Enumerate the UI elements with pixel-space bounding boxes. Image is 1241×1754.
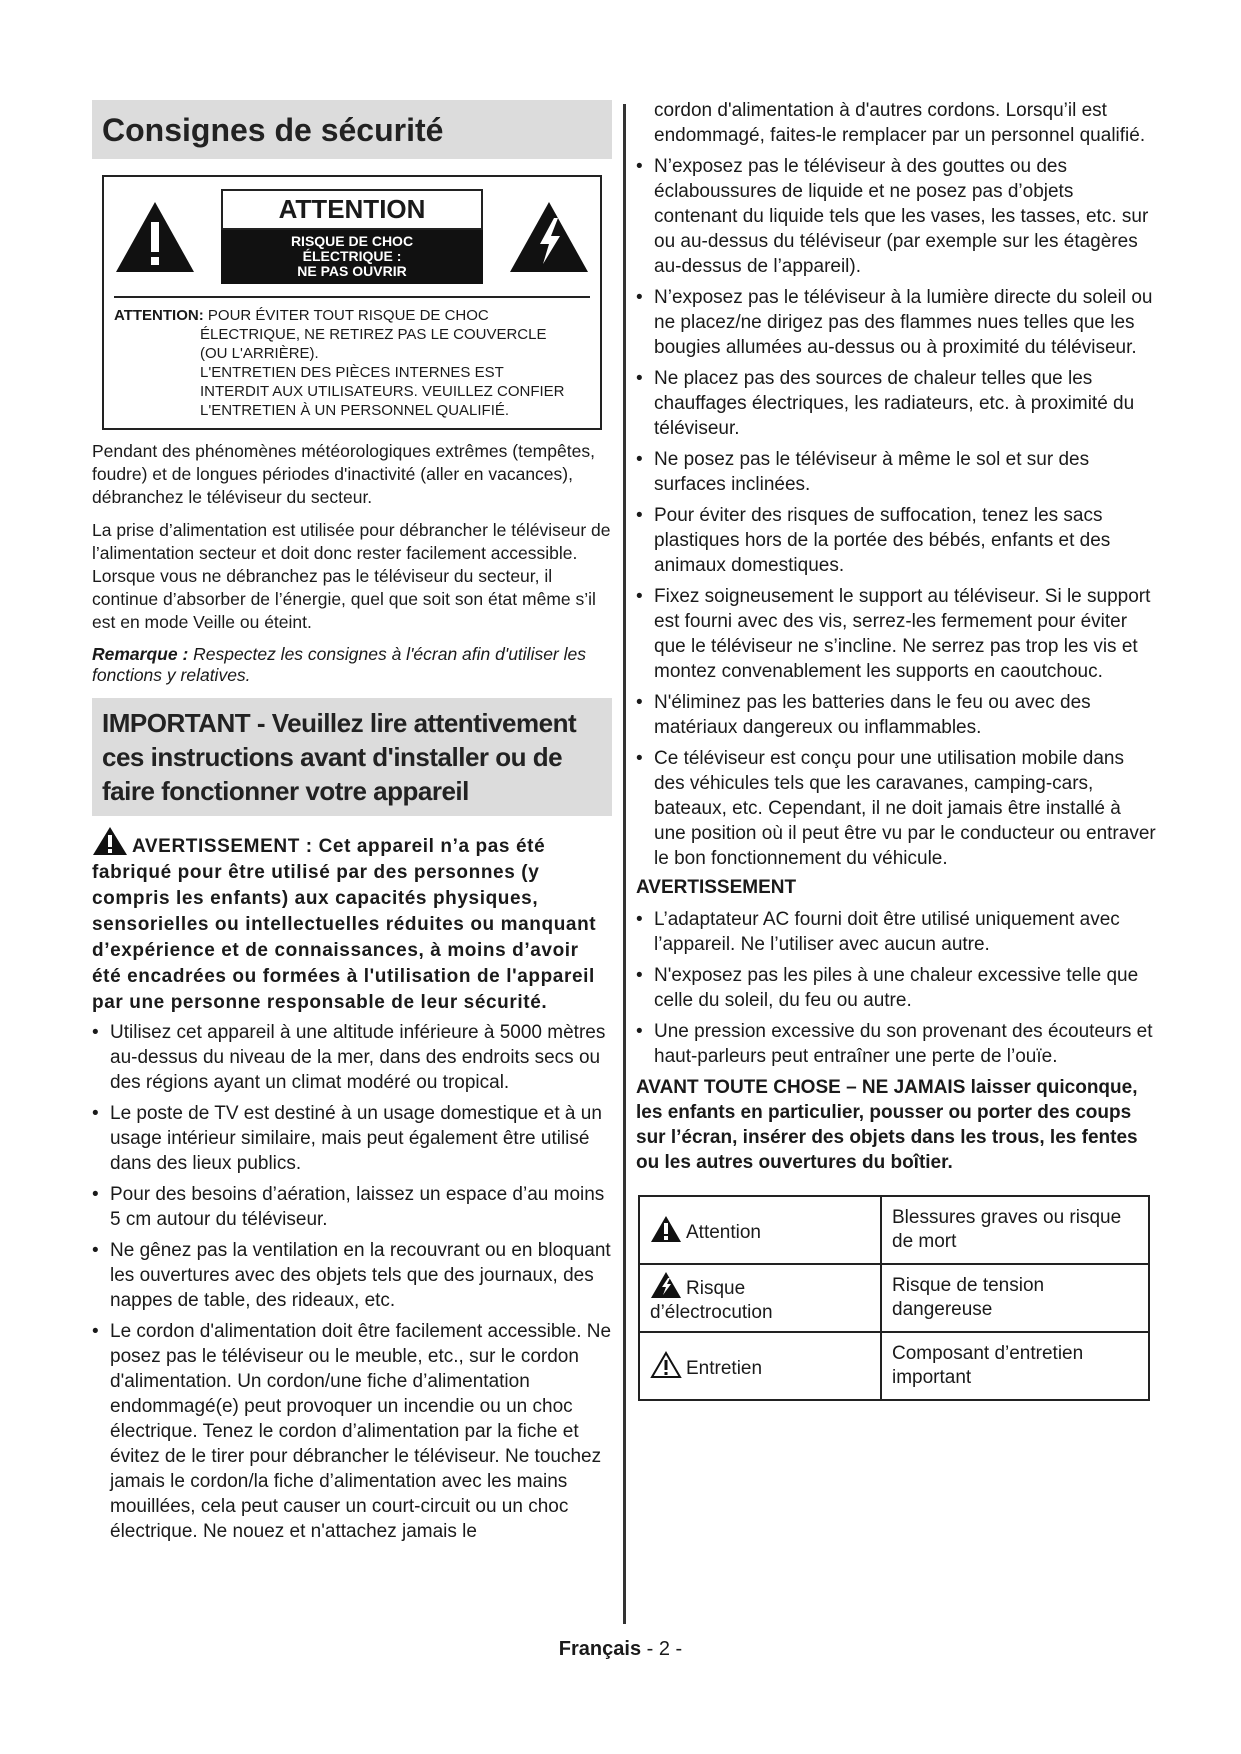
legend-label-cell <box>639 1332 881 1400</box>
list-item: • N’exposez pas le téléviseur à des gouttes ou des éclaboussures de liquide et ne posez pas d’objets contenant du liquide tels que les vases, les tasses, etc. sur ou au-dessus du téléviseur (par exemple sur les étagères au-dessus de l’appareil). <box>636 154 1156 279</box>
paragraph-power-plug: La prise d’alimentation est utilisée pour débrancher le téléviseur de l’alimentation secteur et doit donc rester facilement accessible. Lorsque vous ne débranchez pas le téléviseur du secteur, il continue d’absorber de l’énergie, quel que soit son état même s’il est en mode Veille ou éteint. <box>92 520 611 632</box>
legend-desc: Composant d’entretien important <box>881 1332 1149 1400</box>
table-row <box>639 1332 1149 1400</box>
list-item: • Ce téléviseur est conçu pour une utilisation mobile dans des véhicules tels que les caravanes, camping-cars, bateaux, etc. Cependant, il ne doit jamais être installé à une position où il peut être vu par le conducteur ou entraver le bon fonctionnement du véhicule. <box>636 746 1156 871</box>
right-warning-list <box>636 907 1156 1069</box>
list-item: • Ne placez pas des sources de chaleur telles que les chauffages électriques, les radiateurs, etc. à proximité du téléviseur. <box>636 366 1156 441</box>
list-item: • Le poste de TV est destiné à un usage domestique et à un usage intérieur similaire, mais peut également être utilisé dans des lieux publics. <box>92 1101 612 1176</box>
footer-page-number: - 2 - <box>641 1638 683 1660</box>
warning-text: AVERTISSEMENT : Cet appareil n’a pas été fabriqué pour être utilisé par des personnes (y compris les enfants) aux capacités physiques, sensorielles ou intellectuelles réduites ou manquant d’expérience et de connaissances, à moins d’avoir été encadrées ou formées à l'utilisation de l'appareil par une personne responsable de leur sécurité. <box>92 836 597 1013</box>
remark-label: Remarque : <box>92 644 189 664</box>
warning-triangle-icon <box>114 200 196 274</box>
shock-icon <box>650 1271 682 1299</box>
warning-heading: AVERTISSEMENT <box>636 877 797 898</box>
shock-risk-banner <box>221 230 483 284</box>
column-divider <box>623 104 626 1624</box>
list-item: • N'éliminez pas les batteries dans le feu ou avec des matériaux dangereux ou inflammables. <box>636 690 1156 740</box>
attention-text-label: ATTENTION: <box>114 307 204 324</box>
warning-icon <box>650 1215 682 1243</box>
left-bullet-list <box>92 1020 612 1544</box>
maintenance-icon <box>650 1351 682 1379</box>
symbol-legend-table <box>638 1195 1150 1401</box>
attention-header <box>114 189 590 298</box>
left-column <box>92 100 612 1550</box>
attention-text-line: (OU L'ARRIÈRE). <box>200 345 319 362</box>
legend-desc: Risque de tension dangereuse <box>881 1264 1149 1332</box>
right-column <box>636 98 1156 1401</box>
legend-label: Attention <box>686 1222 761 1243</box>
table-row <box>639 1264 1149 1332</box>
list-item: • N'exposez pas les piles à une chaleur excessive telle que celle du soleil, du feu ou autre. <box>636 963 1156 1013</box>
important-heading: IMPORTANT - Veuillez lire attentivement ces instructions avant d'installer ou de faire fonctionner votre appareil <box>102 708 577 806</box>
warning-icon <box>92 826 128 856</box>
lightning-triangle-icon <box>508 200 590 274</box>
shock-risk-line: RISQUE DE CHOC <box>290 233 414 249</box>
attention-text-line: L'ENTRETIEN À UN PERSONNEL QUALIFIÉ. <box>200 402 510 419</box>
paragraph-weather: Pendant des phénomènes météorologiques extrêmes (tempêtes, foudre) et de longues périodes d'inactivité (aller en vacances), débranchez le téléviseur du secteur. <box>92 441 595 507</box>
right-bullet-list <box>636 154 1156 871</box>
legend-label: Risque d’électrocution <box>650 1278 773 1323</box>
legend-label-cell <box>639 1264 881 1332</box>
attention-text-line: POUR ÉVITER TOUT RISQUE DE CHOC <box>207 307 489 324</box>
legend-label-cell <box>639 1196 881 1264</box>
page-footer <box>0 1638 1241 1661</box>
attention-box <box>102 175 602 430</box>
remark <box>92 644 612 686</box>
attention-text-line: INTERDIT AUX UTILISATEURS. VEUILLEZ CONFIER <box>200 383 565 400</box>
list-item: • L’adaptateur AC fourni doit être utilisé uniquement avec l’appareil. Ne l’utiliser avec aucun autre. <box>636 907 1156 957</box>
list-item: • Ne gênez pas la ventilation en la recouvrant ou en bloquant les ouvertures avec des objets tels que des journaux, des nappes de table, des rideaux, etc. <box>92 1238 612 1313</box>
important-bar <box>92 698 612 816</box>
table-row <box>639 1196 1149 1264</box>
list-item: • Une pression excessive du son provenant des écouteurs et haut-parleurs peut entraîner une perte de l’ouïe. <box>636 1019 1156 1069</box>
attention-heading: ATTENTION <box>221 189 483 230</box>
attention-text-line: ÉLECTRIQUE, NE RETIREZ PAS LE COUVERCLE <box>200 326 547 343</box>
page-title: Consignes de sécurité <box>102 112 444 148</box>
legend-label: Entretien <box>686 1358 763 1379</box>
list-item: • Pour éviter des risques de suffocation, tenez les sacs plastiques hors de la portée des bébés, enfants et des animaux domestiques. <box>636 503 1156 578</box>
legend-desc: Blessures graves ou risque de mort <box>881 1196 1149 1264</box>
footer-language: Français <box>558 1638 642 1660</box>
attention-text <box>114 298 590 420</box>
attention-label <box>221 189 483 284</box>
list-item: • Fixez soigneusement le support au téléviseur. Si le support est fourni avec des vis, serrez-les fermement pour éviter que le téléviseur ne s’incline. Ne serrez pas trop les vis et montez convenablement les supports en caoutchouc. <box>636 584 1156 684</box>
shock-risk-line: ÉLECTRIQUE : <box>302 248 402 264</box>
list-item: • N’exposez pas le téléviseur à la lumière directe du soleil ou ne placez/ne dirigez pas des flammes nues telles que les bougies allumées au-dessus ou à proximité du téléviseur. <box>636 285 1156 360</box>
warning-paragraph <box>92 826 612 1016</box>
section-title-bar <box>92 100 612 159</box>
list-item: • Ne posez pas le téléviseur à même le sol et sur des surfaces inclinées. <box>636 447 1156 497</box>
list-item: • Le cordon d'alimentation doit être facilement accessible. Ne posez pas le téléviseur ou le meuble, etc., sur le cordon d'alimentation. Un cordon/une fiche d’alimentation endommagé(e) peut provoquer un incendie ou un choc électrique. Tenez le cordon d’alimentation par la fiche et évitez de le tirer pour débrancher le téléviseur. Ne touchez jamais le cordon/la fiche d’alimentation avec les mains mouillées, cela peut causer un court-circuit ou un choc électrique. Ne nouez et n'attachez jamais le <box>92 1319 612 1544</box>
attention-text-line: L'ENTRETIEN DES PIÈCES INTERNES EST <box>200 364 504 381</box>
list-item: • Pour des besoins d’aération, laissez un espace d’au moins 5 cm autour du téléviseur. <box>92 1182 612 1232</box>
shock-risk-line: NE PAS OUVRIR <box>297 263 407 279</box>
remark-text: Respectez les consignes à l'écran afin d'utiliser les fonctions y relatives. <box>92 644 586 685</box>
screen-warning: AVANT TOUTE CHOSE – NE JAMAIS laisser quiconque, les enfants en particulier, pousser ou porter des coups sur l’écran, insérer des objets dans les trous, les fentes ou les autres ouvertures du boîtier. <box>636 1077 1138 1173</box>
list-item: • Utilisez cet appareil à une altitude inférieure à 5000 mètres au-dessus du niveau de la mer, dans des endroits secs ou des régions ayant un climat modéré ou tropical. <box>92 1020 612 1095</box>
continuation-text: cordon d'alimentation à d'autres cordons. Lorsqu’il est endommagé, faites-le remplacer par un personnel qualifié. <box>654 100 1146 146</box>
